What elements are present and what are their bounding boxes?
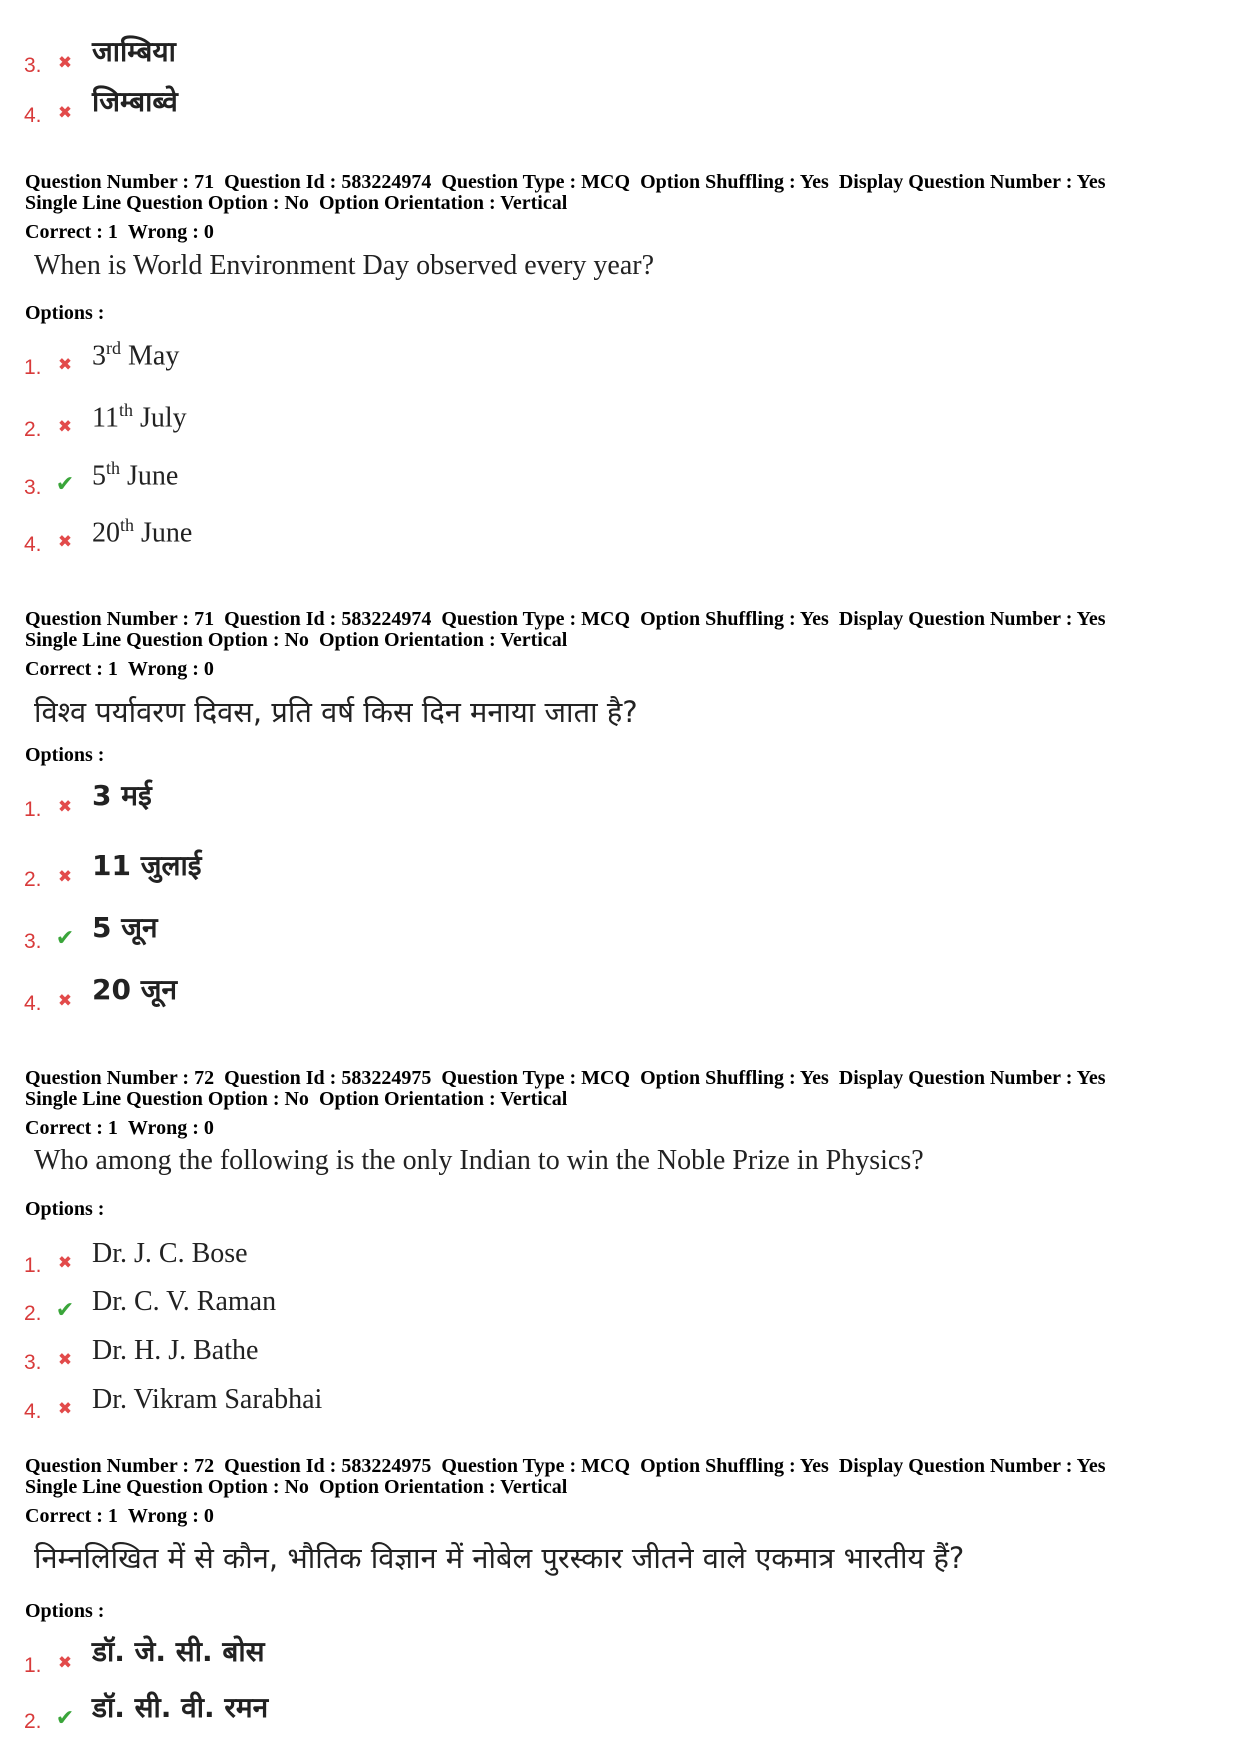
cross-icon: ✖ <box>57 355 73 375</box>
option-number: 2. <box>24 1302 42 1325</box>
option-number: 4. <box>24 533 42 556</box>
check-icon: ✔ <box>55 1298 75 1323</box>
question-text: विश्व पर्यावरण दिवस, प्रति वर्ष किस दिन मनाया जाता है? <box>34 695 638 729</box>
cross-icon: ✖ <box>57 103 73 123</box>
question-text: When is World Environment Day observed every year? <box>34 250 655 281</box>
question-meta-line: Question Number : 72 Question Id : 583224975 Question Type : MCQ Option Shuffling : Yes Display Question Number : Yes <box>25 1067 1106 1089</box>
cross-icon: ✖ <box>57 1350 73 1370</box>
option-row <box>24 28 1124 78</box>
options-label: Options : <box>25 302 105 324</box>
option-row <box>24 1374 1124 1424</box>
question-meta-line: Single Line Question Option : No Option Orientation : Vertical <box>25 1088 568 1110</box>
options-label: Options : <box>25 744 105 766</box>
cross-icon: ✖ <box>57 1399 73 1419</box>
option-number: 4. <box>24 992 42 1015</box>
option-text: डॉ. सी. वी. रमन <box>92 1691 269 1724</box>
option-number: 1. <box>24 798 42 821</box>
option-row <box>24 78 1124 128</box>
option-text: जाम्बिया <box>92 35 176 68</box>
question-meta-line: Question Number : 71 Question Id : 583224974 Question Type : MCQ Option Shuffling : Yes Display Question Number : Yes <box>25 608 1106 630</box>
option-number: 1. <box>24 1254 42 1277</box>
option-text: 11 जुलाई <box>92 849 202 882</box>
option-row <box>24 1684 1124 1734</box>
option-text: Dr. J. C. Bose <box>92 1238 248 1269</box>
option-text: 5 जून <box>92 911 158 944</box>
question-meta-line: Single Line Question Option : No Option Orientation : Vertical <box>25 192 568 214</box>
option-number: 3. <box>24 1351 42 1374</box>
option-number: 2. <box>24 868 42 891</box>
cross-icon: ✖ <box>57 532 73 552</box>
option-row <box>24 1276 1124 1326</box>
option-text: 3 मई <box>92 779 152 812</box>
check-icon: ✔ <box>55 926 75 951</box>
question-meta-line: Single Line Question Option : No Option Orientation : Vertical <box>25 629 568 651</box>
option-number: 4. <box>24 104 42 127</box>
option-row <box>24 392 1124 442</box>
check-icon: ✔ <box>55 472 75 497</box>
option-text: 11th July <box>92 399 187 433</box>
option-text: Dr. Vikram Sarabhai <box>92 1384 323 1415</box>
option-row <box>24 772 1124 822</box>
option-row <box>24 1628 1124 1678</box>
option-row <box>24 966 1124 1016</box>
cross-icon: ✖ <box>57 1253 73 1273</box>
cross-icon: ✖ <box>57 867 73 887</box>
option-number: 3. <box>24 930 42 953</box>
options-label: Options : <box>25 1198 105 1220</box>
question-text: निम्नलिखित में से कौन, भौतिक विज्ञान में नोबेल पुरस्कार जीतने वाले एकमात्र भारतीय हैं? <box>34 1541 965 1575</box>
option-text: Dr. C. V. Raman <box>92 1286 277 1317</box>
option-number: 3. <box>24 476 42 499</box>
options-label: Options : <box>25 1600 105 1622</box>
option-number: 3. <box>24 54 42 77</box>
option-text: 5th June <box>92 457 179 491</box>
option-number: 2. <box>24 1710 42 1733</box>
score-line: Correct : 1 Wrong : 0 <box>25 1505 214 1527</box>
option-row <box>24 904 1124 954</box>
cross-icon: ✖ <box>57 417 73 437</box>
question-meta-line: Question Number : 71 Question Id : 583224974 Question Type : MCQ Option Shuffling : Yes Display Question Number : Yes <box>25 171 1106 193</box>
cross-icon: ✖ <box>57 991 73 1011</box>
option-row <box>24 1325 1124 1375</box>
cross-icon: ✖ <box>57 1653 73 1673</box>
cross-icon: ✖ <box>57 53 73 73</box>
option-text: 20th June <box>92 514 193 548</box>
check-icon: ✔ <box>55 1706 75 1731</box>
option-number: 1. <box>24 356 42 379</box>
option-text: 20 जून <box>92 973 178 1006</box>
question-text: Who among the following is the only Indian to win the Noble Prize in Physics? <box>34 1145 924 1176</box>
question-meta-line: Single Line Question Option : No Option Orientation : Vertical <box>25 1476 568 1498</box>
score-line: Correct : 1 Wrong : 0 <box>25 658 214 680</box>
option-number: 2. <box>24 418 42 441</box>
score-line: Correct : 1 Wrong : 0 <box>25 1117 214 1139</box>
option-row <box>24 842 1124 892</box>
option-row <box>24 507 1124 557</box>
option-row <box>24 450 1124 500</box>
option-row <box>24 1228 1124 1278</box>
option-text: Dr. H. J. Bathe <box>92 1335 259 1366</box>
option-text: जिम्बाब्वे <box>92 85 178 118</box>
option-number: 4. <box>24 1400 42 1423</box>
option-text: डॉ. जे. सी. बोस <box>92 1635 265 1668</box>
option-row <box>24 330 1124 380</box>
score-line: Correct : 1 Wrong : 0 <box>25 221 214 243</box>
option-text: 3rd May <box>92 337 180 371</box>
cross-icon: ✖ <box>57 797 73 817</box>
question-meta-line: Question Number : 72 Question Id : 583224975 Question Type : MCQ Option Shuffling : Yes Display Question Number : Yes <box>25 1455 1106 1477</box>
option-number: 1. <box>24 1654 42 1677</box>
